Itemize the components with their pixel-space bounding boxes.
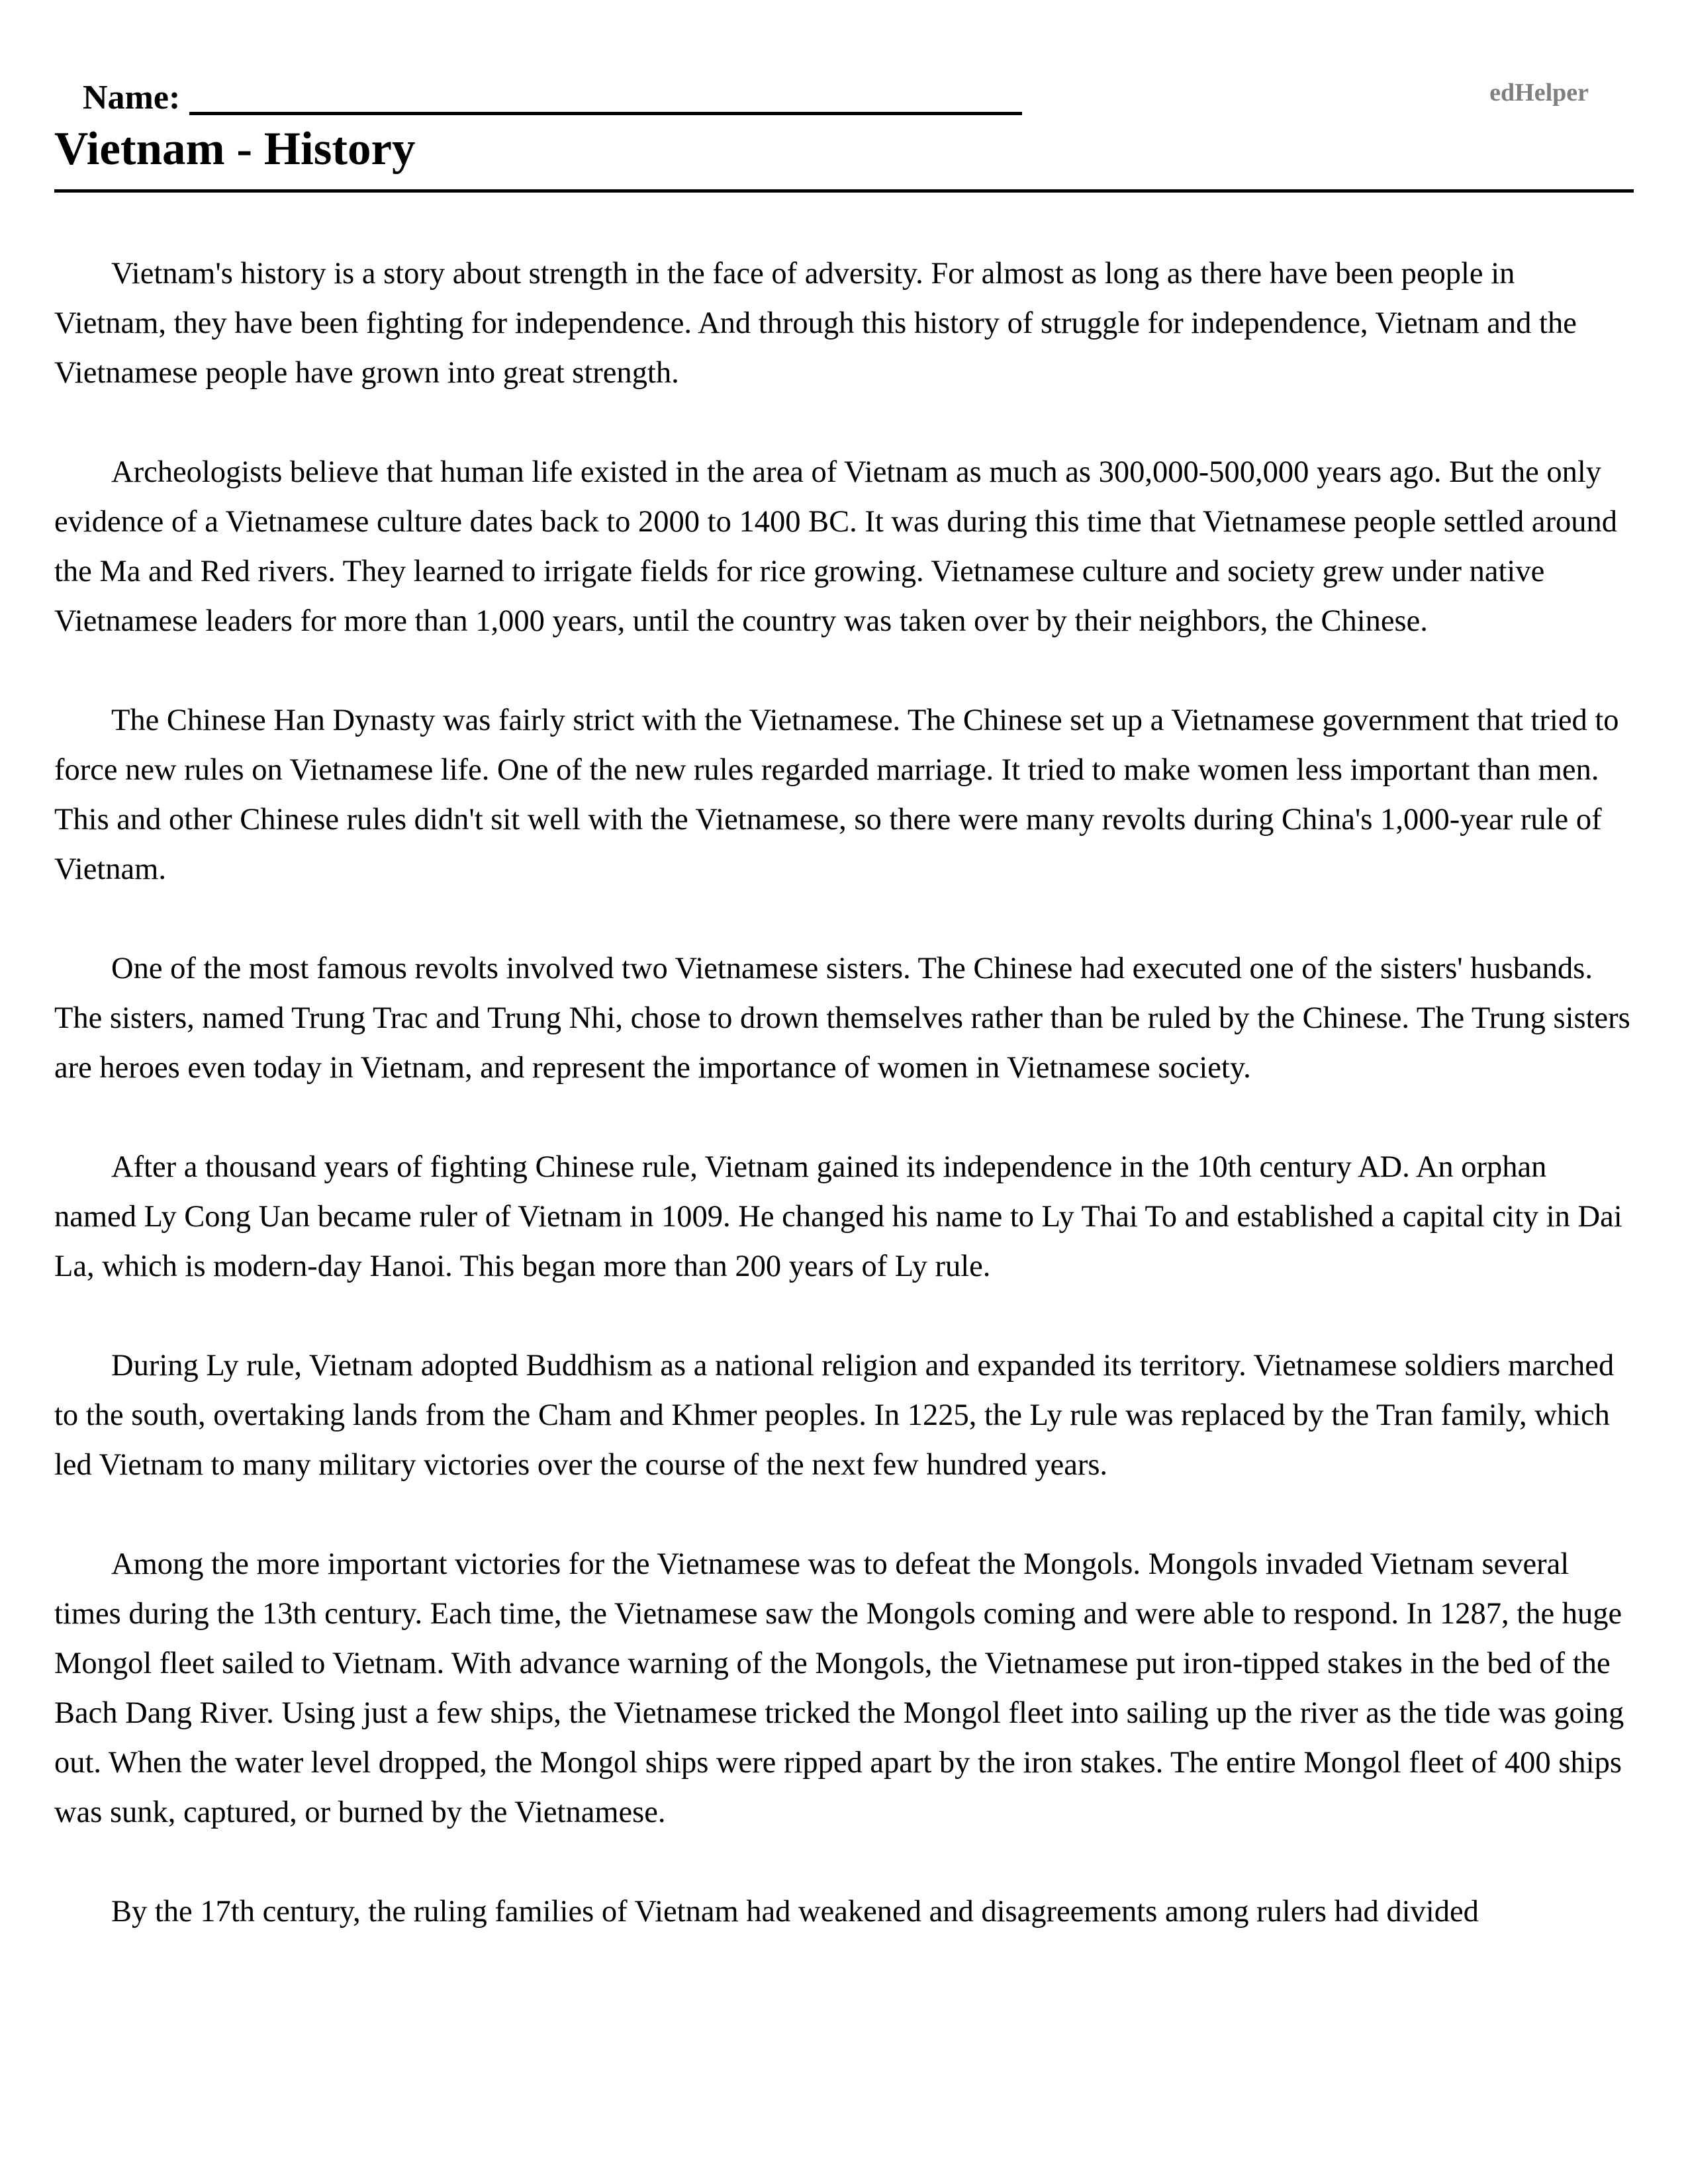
- paragraph: Among the more important victories for the Vietnamese was to defeat the Mongols. Mongols invaded Vietnam several times during the 13th century. Each time, the Vietnamese saw the Mongols coming and were able to respond. In 1287, the huge Mongol fleet sailed to Vietnam. With advance warning of the Mongols, the Vietnamese put iron-tipped stakes in the bed of the Bach Dang River. Using just a few ships, the Vietnamese tricked the Mongol fleet into sailing up the river as the tide was going out. When the water level dropped, the Mongol ships were ripped apart by the iron stakes. The entire Mongol fleet of 400 ships was sunk, captured, or burned by the Vietnamese.: [54, 1547, 1624, 1829]
- paragraph: After a thousand years of fighting Chinese rule, Vietnam gained its independence in the 10th century AD. An orphan named Ly Cong Uan became ruler of Vietnam in 1009. He changed his name to Ly Thai To and established a capital city in Dai La, which is modern-day Hanoi. This began more than 200 years of Ly rule.: [54, 1150, 1622, 1283]
- paragraph: Archeologists believe that human life existed in the area of Vietnam as much as 300,000-500,000 years ago. But the only evidence of a Vietnamese culture dates back to 2000 to 1400 BC. It was during this time that Vietnamese people settled around the Ma and Red rivers. They learned to irrigate fields for rice growing. Vietnamese culture and society grew under native Vietnamese leaders for more than 1,000 years, until the country was taken over by their neighbors, the Chinese.: [54, 455, 1617, 638]
- name-blank-line: [189, 77, 1022, 115]
- name-row: [83, 77, 1022, 119]
- paragraph: The Chinese Han Dynasty was fairly strict with the Vietnamese. The Chinese set up a Vietnamese government that tried to force new rules on Vietnamese life. One of the new rules regarded marriage. It tried to make women less important than men. This and other Chinese rules didn't sit well with the Vietnamese, so there were many revolts during China's 1,000-year rule of Vietnam.: [54, 704, 1619, 886]
- page-title: Vietnam - History: [54, 123, 416, 175]
- paragraph: Vietnam's history is a story about strength in the face of adversity. For almost as long as there have been people in Vietnam, they have been fighting for independence. And through this history of struggle for independence, Vietnam and the Vietnamese people have grown into great strength.: [54, 257, 1577, 390]
- title-divider: [54, 189, 1634, 193]
- name-label: Name:: [83, 79, 181, 116]
- paragraph: By the 17th century, the ruling families of Vietnam had weakened and disagreements among rulers had divided: [111, 1895, 1479, 1929]
- paragraph: During Ly rule, Vietnam adopted Buddhism as a national religion and expanded its territory. Vietnamese soldiers marched to the south, overtaking lands from the Cham and Khmer peoples. In 1225, the Ly rule was replaced by the Tran family, which led Vietnam to many military victories over the course of the next few hundred years.: [54, 1349, 1615, 1482]
- brand-logo-text: edHelper: [1489, 79, 1589, 107]
- paragraph: One of the most famous revolts involved two Vietnamese sisters. The Chinese had executed one of the sisters' husbands. The sisters, named Trung Trac and Trung Nhi, chose to drown themselves rather than be ruled by the Chinese. The Trung sisters are heroes even today in Vietnam, and represent the importance of women in Vietnamese society.: [54, 952, 1630, 1085]
- article-body: [54, 249, 1634, 1986]
